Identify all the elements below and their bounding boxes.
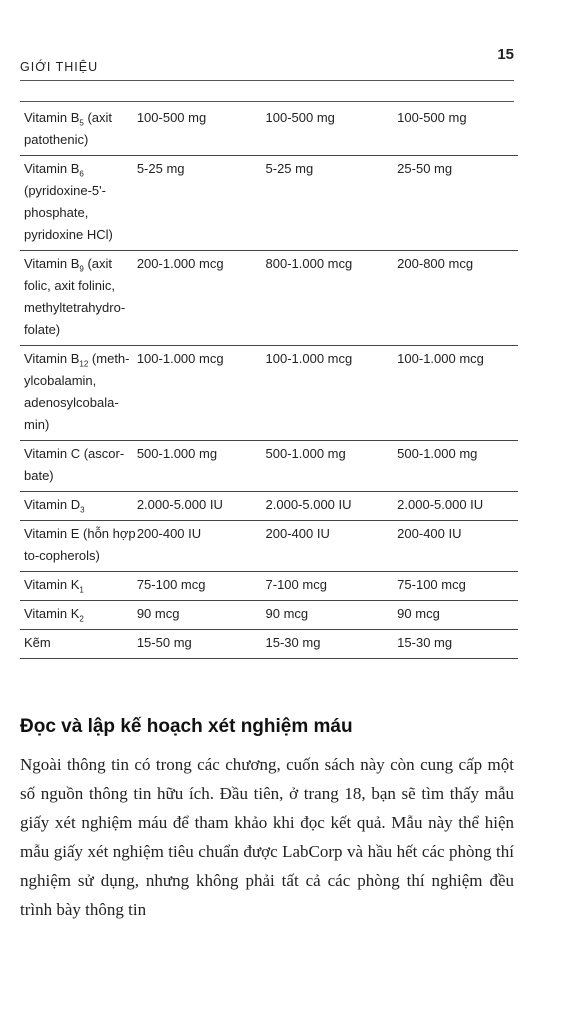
table-top-rule: [20, 101, 514, 102]
dosage-cell: 15-50 mg: [137, 630, 266, 659]
dosage-cell: 100-500 mg: [266, 105, 398, 156]
dosage-cell: 2.000-5.000 IU: [137, 492, 266, 521]
dosage-cell: 200-400 IU: [397, 521, 518, 572]
dosage-cell: 200-400 IU: [137, 521, 266, 572]
table-row: [20, 156, 518, 251]
nutrient-name-cell: Vitamin E (hỗn hợp to-copherols): [20, 521, 137, 572]
section-heading: Đọc và lập kế hoạch xét nghiệm máu: [20, 716, 353, 737]
table-row: [20, 346, 518, 441]
dosage-cell: 100-500 mg: [397, 105, 518, 156]
table-row: [20, 601, 518, 630]
running-head: GIỚI THIỆU: [20, 60, 99, 74]
dosage-cell: 100-1.000 mcg: [137, 346, 266, 441]
nutrient-name-cell: Vitamin $B_9$ (axit folic, axit folinic, methyltetrahydro-folate): [20, 251, 137, 346]
table-row: [20, 251, 518, 346]
table-row: [20, 521, 518, 572]
nutrient-name-cell: Vitamin $K_1$: [20, 572, 137, 601]
dosage-cell: 500-1.000 mg: [137, 441, 266, 492]
body-paragraph: Ngoài thông tin có trong các chương, cuốn sách này còn cung cấp một số nguồn thông tin hữu ích. Đầu tiên, ở trang 18, bạn sẽ tìm thấy mẫu giấy xét nghiệm máu để tham khảo khi đọc kết quả. Mẫu này thể hiện mẫu giấy xét nghiệm tiêu chuẩn được LabCorp và hầu hết các phòng thí nghiệm sử dụng, nhưng không phải tất cả các phòng thí nghiệm đều trình bày thông tin: [20, 755, 514, 919]
dosage-cell: 90 mcg: [137, 601, 266, 630]
dosage-cell: 200-1.000 mcg: [137, 251, 266, 346]
nutrient-name-cell: Vitamin $B_5$ (axit patothenic): [20, 105, 137, 156]
dosage-cell: 75-100 mcg: [137, 572, 266, 601]
nutrient-name-cell: Vitamin $K_2$: [20, 601, 137, 630]
nutrient-name-cell: Vitamin $D_3$: [20, 492, 137, 521]
dosage-cell: 200-800 mcg: [397, 251, 518, 346]
dosage-cell: 2.000-5.000 IU: [397, 492, 518, 521]
dosage-cell: 75-100 mcg: [397, 572, 518, 601]
nutrient-dosage-table: [20, 105, 518, 659]
nutrient-name-cell: Vitamin $B_{12}$ (meth-ylcobalamin, adenosylcobala-min): [20, 346, 137, 441]
dosage-cell: 5-25 mg: [137, 156, 266, 251]
table-row: [20, 572, 518, 601]
dosage-cell: 800-1.000 mcg: [266, 251, 398, 346]
dosage-cell: 100-500 mg: [137, 105, 266, 156]
page-number: 15: [497, 46, 514, 63]
dosage-cell: 2.000-5.000 IU: [266, 492, 398, 521]
dosage-cell: 15-30 mg: [266, 630, 398, 659]
dosage-cell: 100-1.000 mcg: [397, 346, 518, 441]
table-body: [20, 105, 518, 659]
dosage-cell: 500-1.000 mg: [266, 441, 398, 492]
table-row: [20, 630, 518, 659]
nutrient-name-cell: Kẽm: [20, 630, 137, 659]
dosage-cell: 15-30 mg: [397, 630, 518, 659]
dosage-cell: 5-25 mg: [266, 156, 398, 251]
nutrient-name-cell: Vitamin $B_6$ (pyridoxine-5'-phosphate, pyridoxine HCl): [20, 156, 137, 251]
page-header: [20, 44, 514, 81]
dosage-cell: 90 mcg: [266, 601, 398, 630]
table-row: [20, 441, 518, 492]
dosage-cell: 7-100 mcg: [266, 572, 398, 601]
dosage-cell: 500-1.000 mg: [397, 441, 518, 492]
dosage-cell: 100-1.000 mcg: [266, 346, 398, 441]
nutrient-name-cell: Vitamin C (ascor-bate): [20, 441, 137, 492]
table-row: [20, 492, 518, 521]
dosage-cell: 90 mcg: [397, 601, 518, 630]
table-row: [20, 105, 518, 156]
dosage-cell: 200-400 IU: [266, 521, 398, 572]
dosage-cell: 25-50 mg: [397, 156, 518, 251]
